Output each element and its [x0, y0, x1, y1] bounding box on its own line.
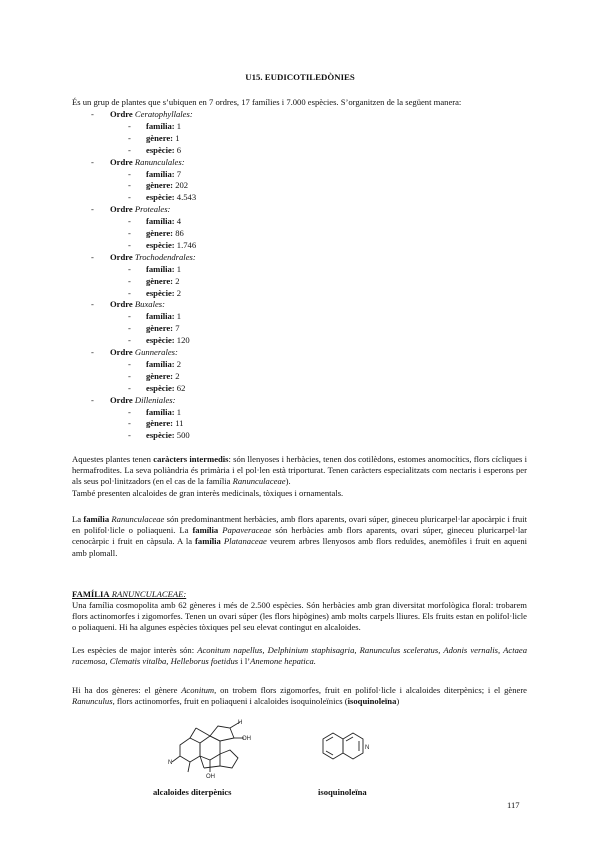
sub-bullet: -: [128, 216, 131, 227]
order-especie: espècie: 120: [146, 335, 190, 346]
sub-bullet: -: [128, 192, 131, 203]
order-bullet: -: [91, 251, 94, 262]
order-item: Ordre Gunnerales:: [110, 347, 178, 357]
paragraph-species: Les espècies de major interès són: Aconitum napellus, Delphinium staphisagria, Ranunculus sceleratus, Adonis vernalis, Actaea racemosa, Clematis vitalba, Helleborus foetidus i l’Anemone hepatica.: [72, 645, 527, 667]
order-genere: gènere: 2: [146, 275, 180, 286]
sub-bullet: -: [128, 239, 131, 250]
caption-diterpenoid: alcaloides diterpènics: [153, 787, 232, 797]
sub-bullet: -: [128, 144, 131, 155]
mol-label-h: H: [238, 720, 243, 726]
order-especie: espècie: 500: [146, 430, 190, 441]
sub-bullet: -: [128, 180, 131, 191]
page-title: U15. EUDICOTILEDÒNIES: [245, 72, 355, 82]
order-bullet: -: [91, 156, 94, 167]
paragraph-families: La família Ranunculaceae són predominantment herbàcies, amb flors aparents, ovari súper, gineceu pluricarpel·lar apocàrpic i fruit en polifol·licle o poliaqueni. La família Papaveraceae són herbàcies amb flors aparents, ovari súper, gineceu pluricarpel·lar cenocàrpic i fruit en càpsula. A la família Platanaceae veurem arbres llenyosos amb flors reduïdes, anemòfiles i fruit en aqueni amb plomall.: [72, 514, 528, 558]
sub-bullet: -: [128, 335, 131, 346]
order-genere: gènere: 7: [146, 323, 180, 334]
section-heading: FAMÍLIA RANUNCULACEAE:: [72, 589, 187, 599]
mol-label-n: N: [168, 760, 173, 766]
sub-bullet: -: [128, 311, 131, 322]
sub-bullet: -: [128, 323, 131, 334]
sub-bullet: -: [128, 120, 131, 131]
mol-label-oh: OH: [242, 736, 251, 742]
sub-bullet: -: [128, 358, 131, 369]
order-genere: gènere: 202: [146, 180, 189, 191]
sub-bullet: -: [128, 275, 131, 286]
order-item: Ordre Ranunculales:: [110, 156, 185, 167]
order-especie: espècie: 6: [146, 144, 182, 155]
caption-isoquinoline: isoquinoleïna: [318, 787, 367, 797]
paragraph-genera: Hi ha dos gèneres: el gènere Aconitum, on trobem flors zigomorfes, fruit en polifol·licle i alcaloides diterpènics; i el gènere Ranunculus, flors actinomorfes, fruit en poliaqueni i alcaloides isoquinoleïnics (isoquinoleïna): [72, 685, 527, 707]
sub-bullet: -: [128, 370, 131, 381]
order-item: Ordre Proteales:: [110, 204, 171, 215]
mol-label-n2: N: [365, 745, 370, 751]
order-especie: espècie: 2: [146, 287, 182, 298]
mol-label-oh2: OH: [206, 774, 215, 780]
order-bullet: -: [91, 394, 94, 405]
order-especie: espècie: 1.746: [146, 239, 197, 250]
order-genere: gènere: 86: [146, 228, 184, 238]
order-bullet: -: [91, 299, 94, 310]
sub-bullet: -: [128, 418, 131, 429]
order-item: Ordre Ceratophyllales:: [110, 109, 193, 119]
order-familia: família: 1: [146, 120, 182, 131]
sub-bullet: -: [128, 287, 131, 298]
order-bullet: -: [91, 347, 94, 357]
order-bullet: -: [91, 204, 94, 215]
order-familia: família: 1: [146, 406, 182, 417]
sub-bullet: -: [128, 382, 131, 393]
isoquinoline-structure: [315, 727, 375, 767]
order-bullet: -: [91, 109, 94, 119]
order-familia: família: 1: [146, 311, 182, 322]
intro-paragraph: És un grup de plantes que s’ubiquen en 7 ordres, 17 famílies i 7.000 espècies. S’organitzen de la següent manera:: [72, 97, 462, 107]
order-familia: família: 1: [146, 263, 182, 274]
sub-bullet: -: [128, 132, 131, 143]
sub-bullet: -: [128, 406, 131, 417]
order-familia: família: 2: [146, 358, 182, 369]
order-item: Ordre Dilleniales:: [110, 394, 176, 405]
sub-bullet: -: [128, 228, 131, 238]
sub-bullet: -: [128, 430, 131, 441]
order-genere: gènere: 1: [146, 132, 180, 143]
order-familia: família: 7: [146, 168, 182, 179]
sub-bullet: -: [128, 263, 131, 274]
order-genere: gènere: 2: [146, 370, 180, 381]
paragraph-characters: Aquestes plantes tenen caràcters intermedis: són llenyoses i herbàcies, tenen dos cotilèdons, estomes anomocítics, flors cícliques i hermafrodites. La seva poliàndria és primària i el pol·len està triporturat. Tenen caràcters especialitzats com nectaris i esperons per als seus pol·linitzadors (en el cas de la família Ranunculaceae). També presenten alcaloides de gran interès medicinals, tòxiques i ornamentals.: [72, 454, 528, 498]
sub-bullet: -: [128, 168, 131, 179]
page-number: 117: [507, 800, 520, 810]
order-item: Ordre Trochodendrales:: [110, 251, 196, 262]
paragraph-ranunculaceae: Una família cosmopolita amb 62 gèneres i més de 2.500 espècies. Són herbàcies amb gran diversitat morfològica floral: trobarem flors actinomorfes i zigomorfes. Tenen un ovari súper (les flors hipògines) amb molts carpels lliures. Els fruits estan en polifol·licle o poliaqueni. Hi ha algunes espècies tòxiques pel seu elevat contingut en alcaloides.: [72, 600, 527, 633]
order-especie: espècie: 62: [146, 382, 186, 393]
order-familia: família: 4: [146, 216, 182, 227]
order-especie: espècie: 4.543: [146, 192, 197, 203]
order-item: Ordre Buxales:: [110, 299, 165, 310]
diterpenoid-alkaloid-structure: [160, 710, 260, 780]
order-genere: gènere: 11: [146, 418, 184, 429]
